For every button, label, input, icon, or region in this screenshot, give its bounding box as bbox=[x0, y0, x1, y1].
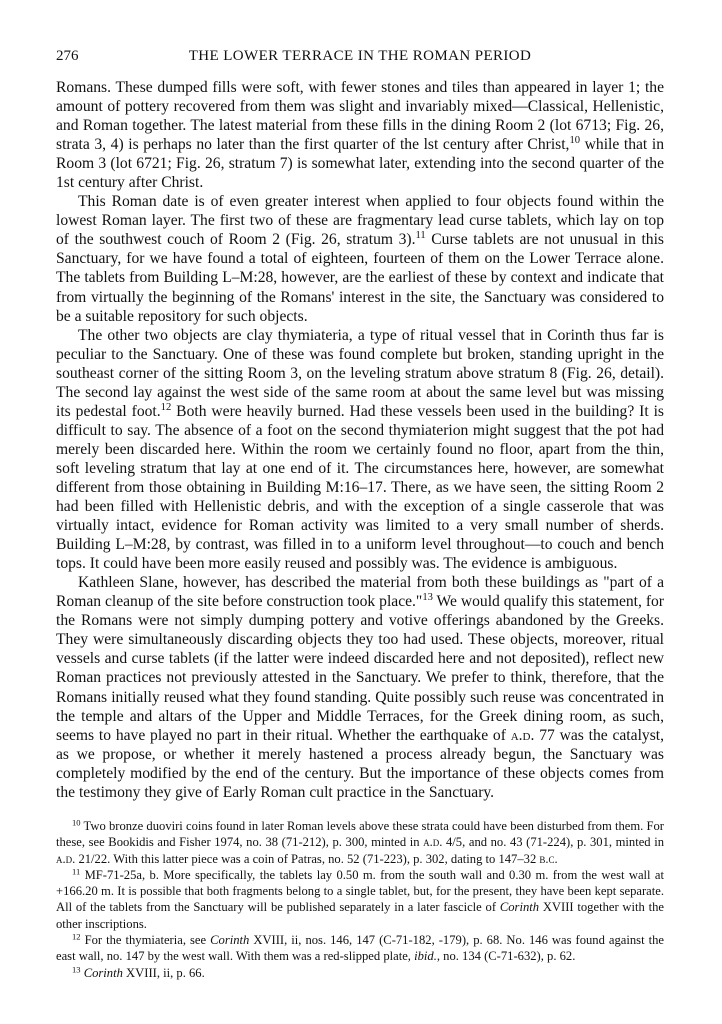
footnote: $^{13}$ Corinth XVIII, ii, p. 66. bbox=[72, 963, 205, 980]
footnote: $^{10}$ Two bronze duoviri coins found in later Roman levels above these strata could have been disturbed from them. For these, see Bookidis and Fisher 1974, no. 38 (71-212), p. 300, minted in a.d. 4/5, and no. 43 (71-224), p. 301, minted in a.d. 21/22. With this latter piece was a coin of Patras, no. 52 (71-223), p. 302, dating to 147–32 b.c. bbox=[56, 817, 664, 866]
publication-title: Corinth bbox=[83, 965, 123, 980]
footnote: $^{12}$ For the thymiateria, see Corinth XVIII, ii, nos. 146, 147 (C-71-182, -179), p. 68. No. 146 was found against the east wall, no. 147 by the west wall. With them was a red-slipped plate, ibid., no. 134 (C-71-632), p. 62. bbox=[56, 931, 664, 964]
page-number: 276 bbox=[56, 48, 79, 64]
footnote-ref: 13 bbox=[422, 592, 433, 604]
era-abbrev: a.d. bbox=[423, 835, 443, 850]
footnote-ref: 12 bbox=[160, 401, 172, 413]
running-title: THE LOWER TERRACE IN THE ROMAN PERIOD bbox=[188, 48, 532, 64]
footnote-number: 11 bbox=[72, 866, 81, 877]
main-text bbox=[56, 78, 664, 802]
paragraph: Romans. These dumped fills were soft, with fewer stones and tiles than appeared in layer 1; the amount of pottery recovered from them was slight and invariably mixed—Classical, Hellenistic, and Roman together. The latest material from these fills in the dining Room 2 (lot 6713; Fig. 26, strata 3, 4) is perhaps no later than the first quarter of the lst century after Christ,$^{10}$ while that in Room 3 (lot 6721; Fig. 26, stratum 7) is somewhat later, extending into the second quarter of the 1st century after Christ. bbox=[56, 79, 664, 192]
footnote-number: 13 bbox=[72, 963, 81, 974]
era-abbrev: b.c. bbox=[539, 851, 558, 866]
footnote: $^{11}$ MF-71-25a, b. More specifically, the tablets lay 0.50 m. from the south wall and 0.30 m. from the west wall at +166.20 m. It is possible that both fragments belong to a single tablet, but, for the present, they have been kept separate. All of the tablets from the Sanctuary will be published separately in a later fascicle of Corinth XVIII together with the other inscriptions. bbox=[56, 866, 664, 931]
ibid-abbrev: ibid. bbox=[414, 949, 437, 964]
footnotes bbox=[56, 818, 664, 981]
publication-title: Corinth bbox=[210, 933, 250, 948]
publication-title: Corinth bbox=[499, 900, 540, 915]
footnote-ref: 11 bbox=[415, 230, 426, 242]
paragraph: Kathleen Slane, however, has described the material from both these buildings as "part of a Roman cleanup of the site before construction took place."$^{13}$ We would qualify this statement, for the Romans were not simply dumping pottery and votive offerings abandoned by the Greeks. They were simultaneously discarding objects they too had used. These objects, moreover, ritual vessels and curse tablets (if the latter were indeed discarded here and not deposited), reflect new Roman practices not previously attested in the Sanctuary. We prefer to think, therefore, that the Romans initially reused what they found standing. Quite possibly such reuse was concentrated in the temple and altars of the Upper and Middle Terraces, for the Greek dining room, as such, seems to have played no part in their ritual. Whether the earthquake of a.d. 77 was the catalyst, as we propose, or whether it merely hastened a process already begun, the Sanctuary was completely modified by the end of the century. But the importance of these objects comes from the testimony they give of Early Roman cult practice in the Sanctuary. bbox=[56, 574, 664, 801]
paragraph: This Roman date is of even greater interest when applied to four objects found within the lowest Roman layer. The first two of these are fragmentary lead curse tablets, which lay on top of the southwest couch of Room 2 (Fig. 26, stratum 3).$^{11}$ Curse tablets are not unusual in this Sanctuary, for we have found a total of eighteen, fourteen of them on the Lower Terrace alone. The tablets from Building L–M:28, however, are the earliest of these by context and indicate that from virtually the beginning of the Romans' interest in the site, the Sanctuary was considered to be a suitable repository for such objects. bbox=[56, 193, 664, 325]
running-header bbox=[56, 48, 664, 68]
era-abbrev: a.d. bbox=[510, 726, 535, 744]
paragraph: The other two objects are clay thymiateria, a type of ritual vessel that in Corinth thus far is peculiar to the Sanctuary. One of these was found complete but broken, standing upright in the southeast corner of the sitting Room 3, on the leveling stratum above stratum 8 (Fig. 26, detail). The second lay against the west side of the same room at about the same level but was missing its pedestal foot.$^{12}$ Both were heavily burned. Had these vessels been used in the building? It is difficult to say. The absence of a foot on the second thymiaterion might suggest that the pot had merely been discarded here. Within the room we certainly found no floor, apart from the thin, soft leveling stratum that lay at one end of it. The circumstances here, however, are somewhat different from those obtaining in Building M:16–17. There, as we have seen, the sitting Room 2 had been filled with Hellenistic debris, and with the exception of a single casserole that was virtually intact, evidence for Roman activity was limited to a very small number of sherds. Building L–M:28, by contrast, was filled in to a uniform level throughout—to couch and bench tops. It could have been more easily reused and possibly was. The evidence is ambiguous. bbox=[56, 326, 664, 573]
footnote-ref: 10 bbox=[569, 135, 581, 147]
era-abbrev: a.d. bbox=[56, 851, 76, 866]
footnote-number: 12 bbox=[72, 931, 81, 942]
footnote-number: 10 bbox=[72, 817, 81, 828]
